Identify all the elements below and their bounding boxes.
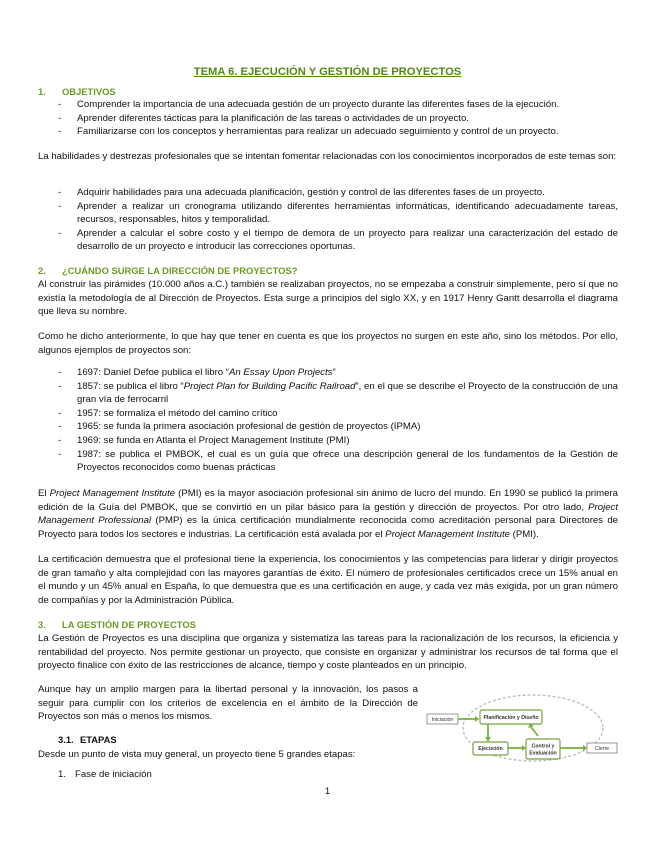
list-item: - 1957: se formaliza el método del camino crítico xyxy=(58,407,618,421)
objectives-list xyxy=(58,98,618,139)
subsection-number: 3.1. xyxy=(58,734,74,745)
list-item: - 1697: Daniel Defoe publica el libro “An Essay Upon Projects” xyxy=(58,366,618,380)
section-2-heading xyxy=(38,265,297,276)
skills-intro: La habilidades y destrezas profesionales que se intentan fomentar relacionadas con los conocimientos incorporados de este temas son: xyxy=(38,151,617,162)
section-title: LA GESTIÓN DE PROYECTOS xyxy=(62,619,196,630)
numbered-item xyxy=(58,769,152,780)
section-3-heading xyxy=(38,619,196,630)
paragraph: La certificación demuestra que el profesional tiene la experiencia, los conocimientos y las competencias para liderar y dirigir proyectos de gran tamaño y alta complejidad con las mayores garantías de éxito. El número de profesionales certificados crece un 15% anual en el mundo y un 45% anual en España, lo que demuestra que es una certificación en auge, y cada vez más exigida, por un gran número de compañías y por la Administración Pública. xyxy=(38,554,618,606)
list-item: - Familiarizarse con los conceptos y herramientas para realizar un adecuado seguimiento y control de un proyecto. xyxy=(58,125,618,139)
item-number: 1. xyxy=(58,769,67,780)
list-item: - 1965: se funda la primera asociación profesional de gestión de proyectos (IPMA) xyxy=(58,420,618,434)
list-item: - Comprender la importancia de una adecuada gestión de un proyecto durante las diferentes fases de la ejecución. xyxy=(58,98,618,112)
section-title: OBJETIVOS xyxy=(62,86,116,97)
list-item: - Aprender a realizar un cronograma utilizando diferentes herramientas informáticas, identificando adecuadamente tareas, recursos, responsables, hitos y temporalidad. xyxy=(58,200,618,227)
history-list xyxy=(58,366,618,475)
list-item: - Aprender a calcular el sobre costo y el tiempo de demora de un proyecto para realizar una caracterización del estado de desarrollo de un proyecto e introducir las correcciones oportunas. xyxy=(58,227,618,254)
paragraph: El Project Management Institute (PMI) es la mayor asociación profesional sin ánimo de lucro del mundo. En 1990 se publicó la primera edición de la Guía del PMBOK, que se convirtió en un pilar básico para la gestión y dirección de proyectos. Por otro lado, Project Management Professional (PMP) es la única certificación mundialmente reconocida como acreditación personal para Directores de Proyecto para todos los sectores e industrias. La certificación está avalada por el Project Management Institute (PMI). xyxy=(38,488,618,540)
phases-diagram xyxy=(425,690,625,770)
paragraph: Al construir las pirámides (10.000 años a.C.) también se realizaban proyectos, no se empezaba a construir simplemente, pero sí que no existía la metodología de al Dirección de Proyectos. Esta surge a principios del siglo XX, y en 1917 Henry Gantt desarrolla el diagrama que lleva su nombre. xyxy=(38,279,618,318)
document-title: TEMA 6. EJECUCIÓN Y GESTIÓN DE PROYECTOS xyxy=(193,66,462,78)
skills-list xyxy=(58,186,618,254)
list-item: - Aprender diferentes tácticas para la planificación de las tareas o actividades de un proyecto. xyxy=(58,112,618,126)
paragraph: Desde un punto de vista muy general, un proyecto tiene 5 grandes etapas: xyxy=(38,749,356,760)
paragraph: Aunque hay un amplio margen para la libertad personal y la innovación, los pasos a seguir para cumplir con los criterios de excelencia en el ámbito de la Dirección de Proyectos son más o menos los mismos. xyxy=(38,684,418,723)
paragraph: Como he dicho anteriormente, lo que hay que tener en cuenta es que los proyectos no surgen en este año, sino los métodos. Por ello, algunos ejemplos de proyectos son: xyxy=(38,331,618,356)
page-number: 1 xyxy=(324,786,331,797)
paragraph: La Gestión de Proyectos es una disciplina que organiza y sistematiza las tareas para la racionalización de los recursos, la eficiencia y rentabilidad del proyecto. Nos permite gestionar un proyecto, que consiste en organizar y administrar los recursos de tal forma que el proyecto finalice con éxito de las restricciones de alcance, tiempo y coste planteados en un principio. xyxy=(38,633,618,672)
list-item: - 1857: se publica el libro “Project Plan for Building Pacific Railroad”, en el que se describe el Proyecto de la construcción de una gran vía de ferrocarril xyxy=(58,380,618,407)
list-item: - 1969: se funda en Atlanta el Project Management Institute (PMI) xyxy=(58,434,618,448)
arrow-head xyxy=(583,745,587,751)
control-label-1: Control y xyxy=(531,743,555,750)
start-label: Iniciación xyxy=(431,717,454,723)
section-title: ¿CUÁNDO SURGE LA DIRECCIÓN DE PROYECTOS? xyxy=(62,265,298,276)
control-label-2: Evaluación xyxy=(529,750,557,757)
exec-label: Ejecución xyxy=(478,746,503,752)
section-number: 2. xyxy=(38,265,46,276)
list-item: - Adquirir habilidades para una adecuada planificación, gestión y control de las diferentes fases de un proyecto. xyxy=(58,186,618,200)
arrow xyxy=(531,727,538,736)
subsection-title: ETAPAS xyxy=(80,734,117,745)
section-number: 3. xyxy=(38,619,46,630)
section-number: 1. xyxy=(38,86,46,97)
plan-label: Planificación y Diseño xyxy=(483,715,539,721)
arrow-head xyxy=(485,737,491,742)
close-label: Cierre xyxy=(594,746,610,752)
subsection-heading xyxy=(58,734,117,745)
list-item: - 1987: se publica el PMBOK, el cual es un guía que ofrece una descripción general de los fundamentos de la Gestión de Proyectos reconocidos como buenas prácticas xyxy=(58,448,618,475)
arrow-head xyxy=(475,716,479,722)
section-1-heading xyxy=(38,86,116,97)
item-label: Fase de iniciación xyxy=(75,769,152,780)
